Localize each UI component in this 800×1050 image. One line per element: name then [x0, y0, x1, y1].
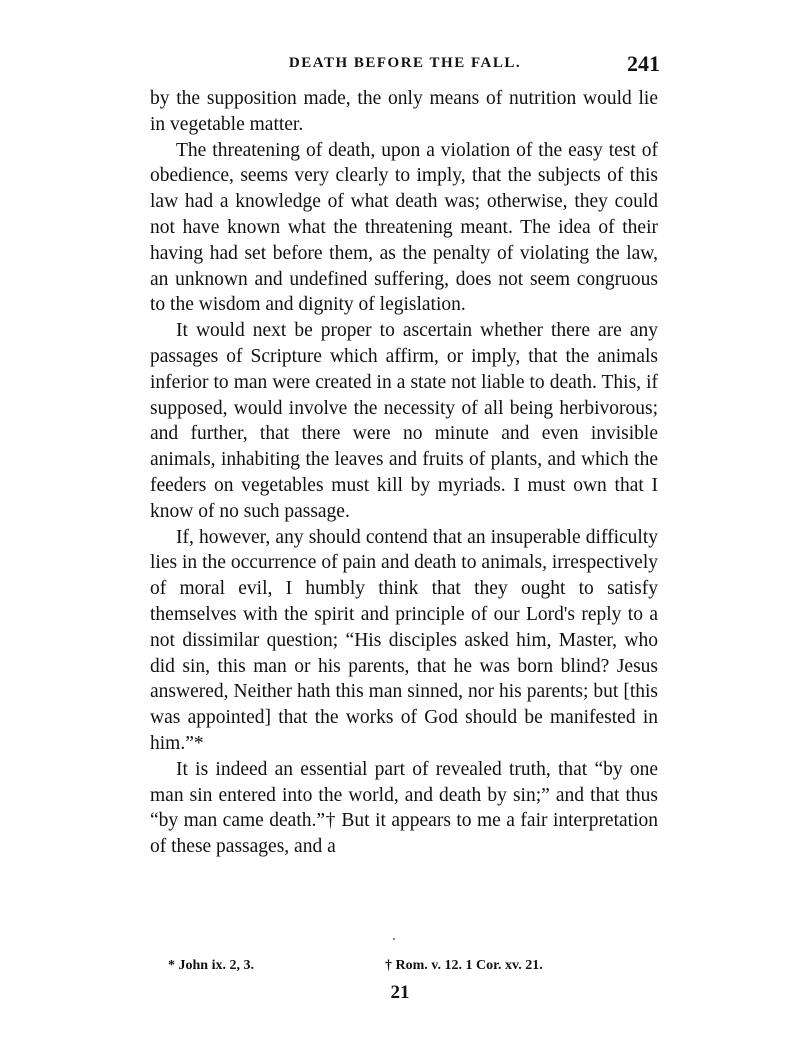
footnote-mark — [393, 938, 395, 940]
paragraph-5: It is indeed an essential part of revealed truth, that “by one man sin entered into the world, and death by sin;” and that thus “by man came death.”† But it appears to me a fair interpretation of these passages, and a — [150, 758, 658, 858]
running-head — [150, 51, 660, 85]
paragraph-1: by the supposition made, the only means of nutrition would lie in vegetable matter. — [150, 88, 658, 135]
footnotes — [168, 958, 648, 980]
paragraph-3: It would next be proper to ascertain whether there are any passages of Scripture which affirm, or imply, that the animals inferior to man were created in a state not liable to death. This, if supposed, would involve the necessity of all being herbivorous; and further, that there were no minute and even invisible animals, inhabiting the leaves and fruits of plants, and which the feeders on vegetables must kill by myriads. I must own that I know of no such passage. — [150, 320, 658, 522]
footnote-john: * John ix. 2, 3. — [168, 958, 254, 973]
body-text — [150, 86, 658, 860]
signature-mark: 21 — [390, 982, 410, 1003]
paragraph-4: If, however, any should contend that an insuperable difficulty lies in the occurrence of pain and death to animals, irrespectively of moral evil, I humbly think that they ought to satisfy themselves with the spirit and principle of our Lord's reply to a not dissimilar question; “His disciples asked him, Master, who did sin, this man or his parents, that he was born blind? Jesus answered, Neither hath this man sinned, nor his parents; but [this was appointed] that the works of God should be manifested in him.”* — [150, 526, 658, 754]
running-title: DEATH BEFORE THE FALL. — [288, 55, 522, 71]
paragraph-2: The threatening of death, upon a violation of the easy test of obedience, seems very clearly to imply, that the subjects of this law had a knowledge of what death was; otherwise, they could not have known what the threatening meant. The idea of their having had set before them, as the penalty of violating the law, an unknown and undefined suffering, does not seem congruous to the wisdom and dignity of legislation. — [150, 139, 658, 316]
page-number: 241 — [627, 51, 660, 76]
footnote-romans: † Rom. v. 12. 1 Cor. xv. 21. — [385, 958, 543, 973]
